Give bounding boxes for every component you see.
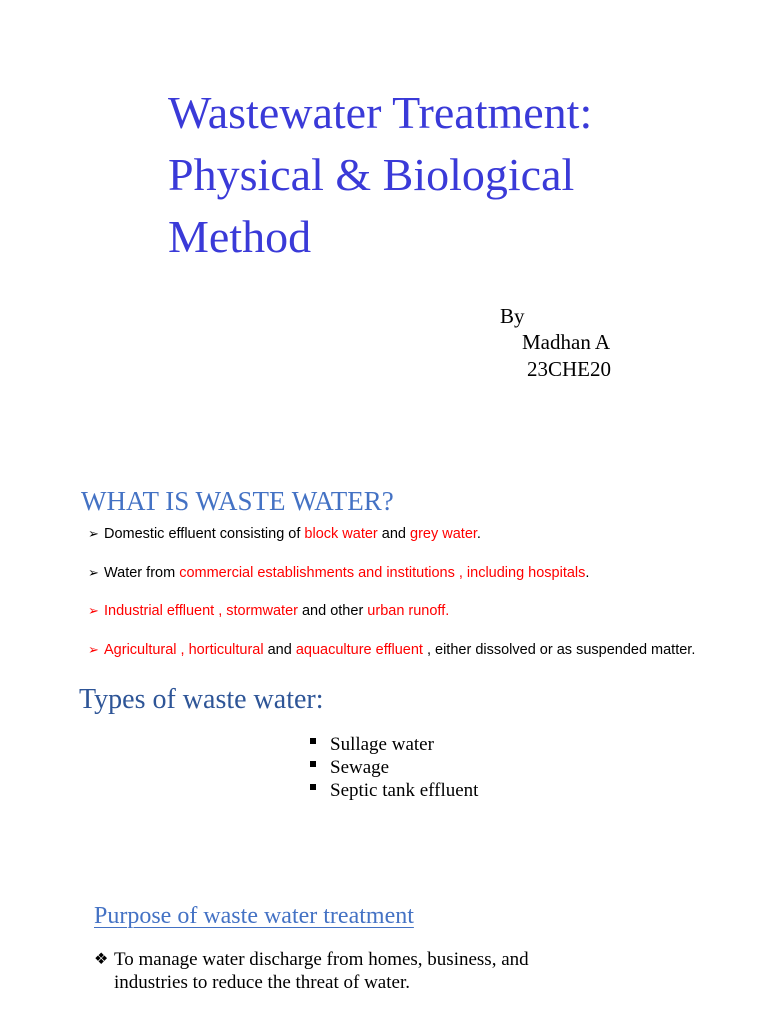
- arrow-bullet-icon: ➢: [88, 642, 99, 657]
- what-is-item: [88, 526, 481, 542]
- body-text: and: [263, 642, 296, 658]
- arrow-bullet-icon: ➢: [88, 526, 99, 541]
- square-bullet-icon: [310, 738, 316, 744]
- highlighted-text: aquaculture effluent: [295, 642, 423, 658]
- what-is-item: [88, 565, 589, 581]
- arrow-bullet-icon: ➢: [88, 603, 99, 618]
- what-is-item: [88, 642, 695, 658]
- body-text: .: [476, 526, 481, 542]
- body-text: and: [377, 526, 411, 542]
- title-line-3: Method: [168, 211, 312, 262]
- diamond-bullet-icon: ❖: [94, 951, 109, 968]
- types-item-text: Sullage water: [330, 734, 434, 755]
- body-text: Domestic effluent consisting of: [104, 526, 305, 542]
- highlighted-text: commercial establishments and institutions , including hospitals: [179, 565, 586, 581]
- highlighted-text: block water: [304, 526, 378, 542]
- types-list-item: [308, 756, 478, 779]
- types-list: [308, 733, 478, 802]
- title-line-1: Wastewater Treatment:: [168, 87, 593, 138]
- square-bullet-icon: [310, 784, 316, 790]
- what-is-heading: WHAT IS WASTE WATER?: [81, 486, 394, 516]
- highlighted-text: urban runoff.: [367, 603, 450, 619]
- types-list-item: [308, 779, 478, 802]
- author-id: 23CHE20: [527, 357, 611, 381]
- document-title: [168, 82, 728, 268]
- author-by-label: By: [500, 304, 525, 328]
- purpose-item-text: To manage water discharge from homes, business, and industries to reduce the threat of water.: [114, 949, 529, 993]
- purpose-list-item: [94, 948, 564, 994]
- title-line-2: Physical & Biological: [168, 149, 575, 200]
- author-name: Madhan A: [522, 330, 611, 354]
- highlighted-text: Agricultural , horticultural: [104, 642, 264, 658]
- body-text: Water from: [104, 565, 180, 581]
- body-text: .: [585, 565, 590, 581]
- highlighted-text: grey water: [410, 526, 477, 542]
- types-list-item: [308, 733, 478, 756]
- types-heading: Types of waste water:: [79, 684, 324, 715]
- body-text: and other: [297, 603, 368, 619]
- highlighted-text: Industrial effluent , stormwater: [104, 603, 298, 619]
- what-is-item: [88, 603, 449, 619]
- types-item-text: Sewage: [330, 757, 390, 778]
- arrow-bullet-icon: ➢: [88, 565, 99, 580]
- purpose-heading: Purpose of waste water treatment: [94, 903, 414, 929]
- square-bullet-icon: [310, 761, 316, 767]
- body-text: , either dissolved or as suspended matter.: [422, 642, 696, 658]
- types-item-text: Septic tank effluent: [330, 780, 479, 801]
